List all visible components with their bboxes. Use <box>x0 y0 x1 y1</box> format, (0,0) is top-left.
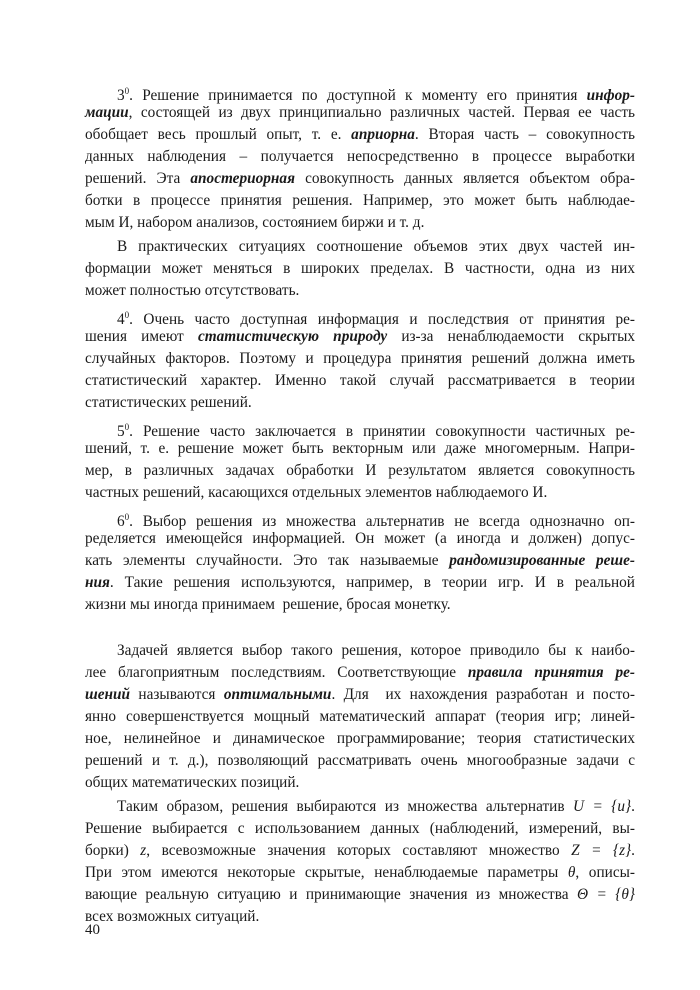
text-segment: всех возможных ситуаций. <box>85 908 260 925</box>
text-segment: шений, т. е. решение может быть векторным или даже многомерным. Напри- <box>85 440 635 457</box>
text-segment: мым И, набором анализов, состоянием биржи и т. д. <box>85 214 425 231</box>
text-segment: решений и т. д.), позволяющий рассматривать очень многообразные задачи с <box>85 752 635 769</box>
text-line <box>85 728 635 750</box>
text-line <box>117 506 635 528</box>
emphasized-term: правила принятия ре- <box>467 664 635 681</box>
text-segment: совокупность данных является объектом обра- <box>294 170 635 187</box>
text-segment: В практических ситуациях соотношение объемов этих двух частей ин- <box>117 238 635 255</box>
text-segment: из-за ненаблюдаемости скрытых <box>387 328 635 345</box>
text-line <box>85 594 635 616</box>
emphasized-term: мации <box>85 104 129 121</box>
text-segment: Задачей является выбор такого решения, которое приводило бы к наибо- <box>117 642 635 659</box>
text-segment: статистических решений. <box>85 394 252 411</box>
text-segment: кать элементы случайности. Это так называемые <box>85 552 450 569</box>
text-segment: называются <box>130 686 224 703</box>
text-segment: 4 <box>117 311 125 328</box>
text-line <box>85 124 635 146</box>
text-segment: шения имеют <box>85 328 198 345</box>
text-segment: , описы- <box>575 864 635 881</box>
text-segment: янно совершенствуется мощный математический аппарат (теория игр; линей- <box>85 708 635 725</box>
text-line <box>85 348 635 370</box>
text-segment: . Очень часто доступная информация и последствия от принятия ре- <box>129 311 635 328</box>
text-segment: Решение выбирается с использованием данных (наблюдений, измерений, вы- <box>85 820 635 837</box>
text-line <box>117 416 635 438</box>
text-segment: . Выбор решения из множества альтернатив не всегда однозначно оп- <box>129 513 635 530</box>
text-line <box>117 304 635 326</box>
text-segment: мер, в различных задачах обработки И результатом является совокупность <box>85 462 635 479</box>
emphasized-term: оптимальными <box>223 686 332 703</box>
text-segment: частных решений, касающихся отдельных элементов наблюдаемого И. <box>85 484 548 501</box>
degree-mark: 0 <box>124 86 130 96</box>
text-line <box>85 482 635 504</box>
math-expression: θ <box>567 864 576 881</box>
text-segment: . Такие решения используются, например, в теории игр. И в реальной <box>109 574 635 591</box>
text-segment: . Вторая часть – совокупность <box>414 126 635 143</box>
text-line <box>85 906 635 928</box>
text-segment: Таким образом, решения выбираются из множества альтернатив <box>117 798 574 815</box>
degree-mark: 0 <box>124 422 130 432</box>
text-line <box>85 528 635 550</box>
text-line <box>85 438 635 460</box>
text-segment: может полностью отсутствовать. <box>85 282 300 299</box>
text-segment: случайных факторов. Поэтому и процедура принятия решений должна иметь <box>85 350 635 367</box>
text-segment: статистический характер. Именно такой случай рассматривается в теории <box>85 372 635 389</box>
text-line <box>117 796 635 818</box>
emphasized-term: шений <box>85 686 131 703</box>
text-segment: , состоящей из двух принципиально различных частей. Первая ее часть <box>128 104 635 121</box>
text-segment: вающие реальную ситуацию и принимающие значения из множества <box>85 886 577 903</box>
math-expression: Z = {z} <box>571 842 632 859</box>
text-line <box>85 572 635 594</box>
page-number: 40 <box>85 922 100 938</box>
text-line <box>85 862 635 884</box>
text-segment: данных наблюдения – получается непосредственно в процессе выработки <box>85 148 635 165</box>
text-segment: . <box>631 842 635 859</box>
text-line <box>85 280 635 302</box>
degree-mark: 0 <box>124 310 130 320</box>
text-segment: 3 <box>117 87 125 104</box>
text-line <box>85 706 635 728</box>
text-line <box>85 460 635 482</box>
math-expression: Θ = {θ} <box>577 886 635 903</box>
emphasized-term: апостериорная <box>190 170 295 187</box>
degree-mark: 0 <box>124 512 130 522</box>
text-line <box>85 146 635 168</box>
text-line <box>85 884 635 906</box>
math-expression: U = {u} <box>573 798 632 815</box>
text-segment: решений. Эта <box>85 170 191 187</box>
text-segment: борки) <box>85 842 141 859</box>
text-line <box>85 212 635 234</box>
text-line <box>85 102 635 124</box>
emphasized-term: рандомизированные реше- <box>449 552 636 569</box>
text-line <box>85 392 635 414</box>
text-segment: . Решение принимается по доступной к моменту его принятия <box>129 87 587 104</box>
text-segment: При этом имеются некоторые скрытые, ненаблюдаемые параметры <box>85 864 568 881</box>
emphasized-term: статистическую природу <box>197 328 388 345</box>
text-segment: 5 <box>117 423 125 440</box>
text-segment: ределяется имеющейся информацией. Он может (а иногда и должен) допус- <box>85 530 635 547</box>
text-line <box>85 818 635 840</box>
text-line <box>85 662 635 684</box>
text-line <box>85 772 635 794</box>
text-line <box>117 236 635 258</box>
text-line <box>85 550 635 572</box>
text-segment: . Решение часто заключается в принятии совокупности частичных ре- <box>129 423 635 440</box>
math-expression: z <box>140 842 147 859</box>
text-line <box>85 326 635 348</box>
text-line <box>85 750 635 772</box>
text-segment: ное, нелинейное и динамическое программирование; теория статистических <box>85 730 635 747</box>
text-line <box>85 840 635 862</box>
text-line <box>85 684 635 706</box>
text-segment: общих математических позиций. <box>85 774 300 791</box>
text-segment: жизни мы иногда принимаем решение, бросая монетку. <box>85 596 451 613</box>
text-segment: формации может меняться в широких пределах. В частности, одна из них <box>85 260 635 277</box>
emphasized-term: априорна <box>351 126 415 143</box>
text-segment: лее благоприятным последствиям. Соответствующие <box>85 664 468 681</box>
text-line <box>117 80 635 102</box>
text-segment: . <box>631 798 635 815</box>
text-line <box>117 640 635 662</box>
text-segment: обобщает весь прошлый опыт, т. е. <box>85 126 352 143</box>
text-segment: , всевозможные значения которых составляют множество <box>146 842 572 859</box>
text-line <box>85 258 635 280</box>
text-line <box>85 370 635 392</box>
text-segment: ботки в процессе принятия решения. Например, это может быть наблюдае- <box>85 192 635 209</box>
emphasized-term: инфор- <box>586 87 635 104</box>
text-line <box>85 190 635 212</box>
emphasized-term: ния <box>85 574 110 591</box>
text-segment: . Для их нахождения разработан и посто- <box>331 686 635 703</box>
text-line <box>85 168 635 190</box>
text-segment: 6 <box>117 513 125 530</box>
